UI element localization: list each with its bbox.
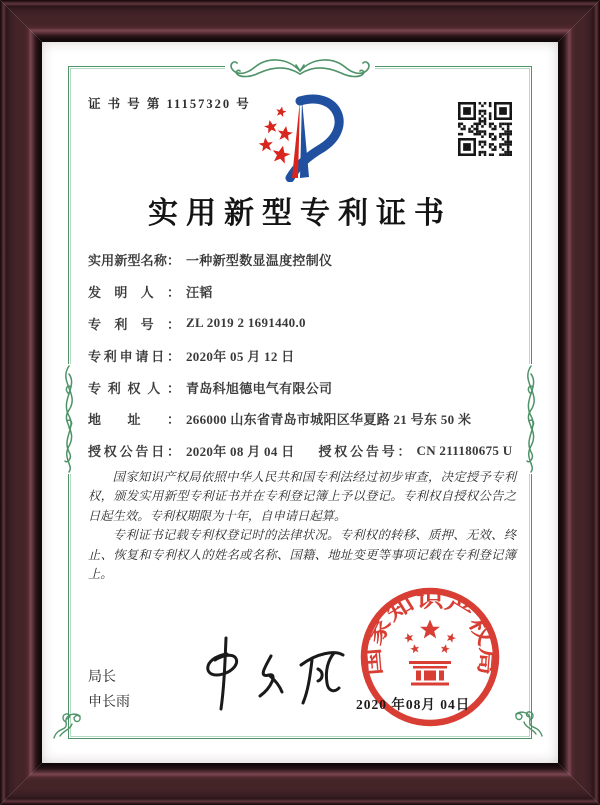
handwritten-signature-icon xyxy=(185,633,355,723)
field-row xyxy=(88,244,524,276)
field-value: 青岛科旭德电气有限公司 xyxy=(186,380,333,396)
cnipa-logo-icon xyxy=(248,94,356,182)
field-value: CN 211180675 U xyxy=(416,442,513,458)
left-flourish-icon xyxy=(54,364,84,474)
field-row xyxy=(88,403,524,435)
director-block xyxy=(88,664,130,714)
frame-right xyxy=(558,0,600,805)
field-value: ZL 2019 2 1691440.0 xyxy=(186,315,306,331)
director-title: 局长 xyxy=(88,668,116,684)
field-row xyxy=(88,308,524,340)
field-label: 地址： xyxy=(88,412,180,428)
field-label: 专利号： xyxy=(88,316,180,332)
field-row xyxy=(88,339,524,371)
seal-text: 国家知识产权局 xyxy=(360,587,500,677)
field-value: 汪韬 xyxy=(186,285,213,301)
frame-bottom xyxy=(0,763,600,805)
field-label: 授权公告日： xyxy=(88,444,180,460)
corner-floral-left-icon xyxy=(50,708,84,742)
legal-paragraph: 专利证书记载专利权登记时的法律状况。专利权的转移、质押、无效、终止、恢复和专利权人的姓名或名称、国籍、地址变更等事项记载在专利登记簿上。 xyxy=(88,528,516,582)
top-flourish-icon xyxy=(225,54,375,84)
director-name: 申长雨 xyxy=(88,693,130,709)
field-pair xyxy=(319,441,513,460)
certificate-number: 证 书 号 第 11157320 号 xyxy=(88,97,251,111)
field-value: 266000 山东省青岛市城阳区华夏路 21 号东 50 米 xyxy=(186,412,472,428)
legal-paragraph: 国家知识产权局依照中华人民共和国专利法经过初步审查，决定授予专利权，颁发实用新型专利证书并在专利登记簿上予以登记。专利权自授权公告之日起生效。专利权期限为十年，自申请日起算。 xyxy=(88,470,516,523)
field-row-grant xyxy=(88,435,524,467)
field-row xyxy=(88,371,524,403)
field-label: 专利申请日： xyxy=(88,348,180,364)
field-value: 2020年 08 月 04 日 xyxy=(186,444,295,460)
field-label: 授权公告号： xyxy=(318,444,411,460)
field-label: 发明人： xyxy=(88,285,180,301)
field-label: 实用新型名称： xyxy=(88,253,180,269)
frame-top xyxy=(0,0,600,42)
field-value: 一种新型数显温度控制仪 xyxy=(186,253,333,269)
field-value: 2020年 05 月 12 日 xyxy=(186,348,295,364)
field-list xyxy=(88,244,524,467)
qr-code-icon xyxy=(458,102,512,156)
legal-text xyxy=(88,468,516,584)
corner-floral-right-icon xyxy=(512,706,546,740)
field-row xyxy=(88,276,524,308)
frame-left xyxy=(0,0,42,805)
seal-date: 2020 年08月 04日 xyxy=(356,697,471,712)
certificate-paper xyxy=(42,42,558,763)
certificate-title: 实用新型专利证书 xyxy=(148,197,452,230)
field-label: 专利权人： xyxy=(88,380,180,396)
